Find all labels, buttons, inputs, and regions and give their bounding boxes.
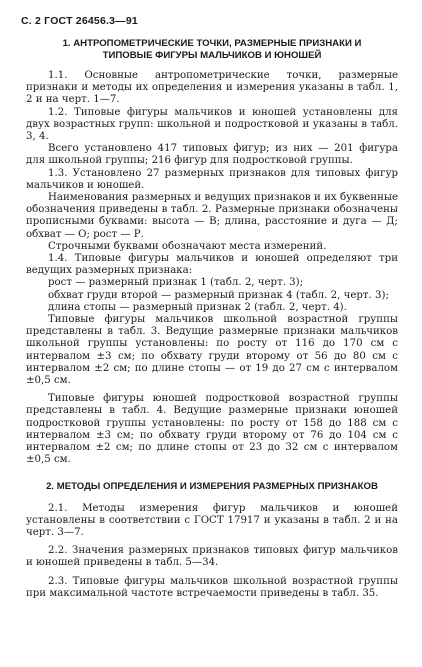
- paragraph-1-4b: Типовые фигуры мальчиков школьной возрастной группы представлены в табл. 3. Ведущие размерные признаки мальчиков школьной группы установлены: по росту от 116 до 170 см с интервалом ±3 см; по обхвату груди второму от 56 до 80 см с интервалом ±2 см; по длине стопы — от 19 до 27 см с интервалом ±0,5 см.: [26, 314, 398, 387]
- leading-features-list: [26, 277, 398, 314]
- section-1-heading: [26, 38, 398, 62]
- paragraph-1-3b: Наименования размерных и ведущих признаков и их буквенные обозначения приведены в табл. 2. Размерные признаки обозначены прописными буквами: высота — В; длина, расстояние и дуга — Д; обхват — О; рост — Р.: [26, 192, 398, 240]
- paragraph-1-4: 1.4. Типовые фигуры мальчиков и юношей определяют три ведущих размерных признака:: [26, 253, 398, 277]
- page-header: С. 2 ГОСТ 26456.3—91: [21, 15, 138, 27]
- paragraph-1-4c: Типовые фигуры юношей подростковой возрастной группы представлены в табл. 4. Ведущие размерные признаки юношей подростковой группы установлены: по росту от 158 до 188 см с интервалом ±3 см; по обхвату груди второму от 76 до 104 см с интервалом ±2 см; по длине стопы от 23 до 32 см с интервалом ±0,5 см.: [26, 393, 398, 466]
- paragraph-2-1: 2.1. Методы измерения фигур мальчиков и юношей установлены в соответствии с ГОСТ 17917 и указаны в табл. 2 и на черт. 3—7.: [26, 502, 398, 538]
- section-1-title-line1: 1. АНТРОПОМЕТРИЧЕСКИЕ ТОЧКИ, РАЗМЕРНЫЕ ПРИЗНАКИ И: [62, 38, 362, 49]
- document-body: [26, 38, 398, 600]
- paragraph-1-2b: Всего установлено 417 типовых фигур; из них — 201 фигура для школьной группы; 216 фигур для подростковой группы.: [26, 143, 398, 167]
- list-item: рост — размерный признак 1 (табл. 2, черт. 3);: [48, 277, 304, 289]
- section-2-heading: 2. МЕТОДЫ ОПРЕДЕЛЕНИЯ И ИЗМЕРЕНИЯ РАЗМЕРНЫХ ПРИЗНАКОВ: [46, 480, 378, 492]
- section-1-title-line2: ТИПОВЫЕ ФИГУРЫ МАЛЬЧИКОВ И ЮНОШЕЙ: [102, 50, 322, 61]
- paragraph-1-3: 1.3. Установлено 27 размерных признаков для типовых фигур мальчиков и юношей.: [26, 167, 398, 191]
- paragraph-1-2: 1.2. Типовые фигуры мальчиков и юношей установлены для двух возрастных групп: школьной и подростковой и указаны в табл. 3, 4.: [26, 106, 398, 143]
- paragraph-2-2: 2.2. Значения размерных признаков типовых фигур мальчиков и юношей приведены в табл. 5—34.: [26, 545, 398, 569]
- paragraph-2-3: 2.3. Типовые фигуры мальчиков школьной возрастной группы при максимальной частоте встречаемости приведены в табл. 35.: [26, 575, 398, 599]
- paragraph-1-1: 1.1. Основные антропометрические точки, размерные признаки и методы их определения и измерения указаны в табл. 1, 2 и на черт. 1—7.: [26, 70, 398, 106]
- list-item: длина стопы — размерный признак 2 (табл. 2, черт. 4).: [48, 301, 347, 313]
- paragraph-1-3c: Строчными буквами обозначают места измерений.: [48, 240, 327, 252]
- list-item: обхват груди второй — размерный признак 4 (табл. 2, черт. 3);: [48, 289, 389, 301]
